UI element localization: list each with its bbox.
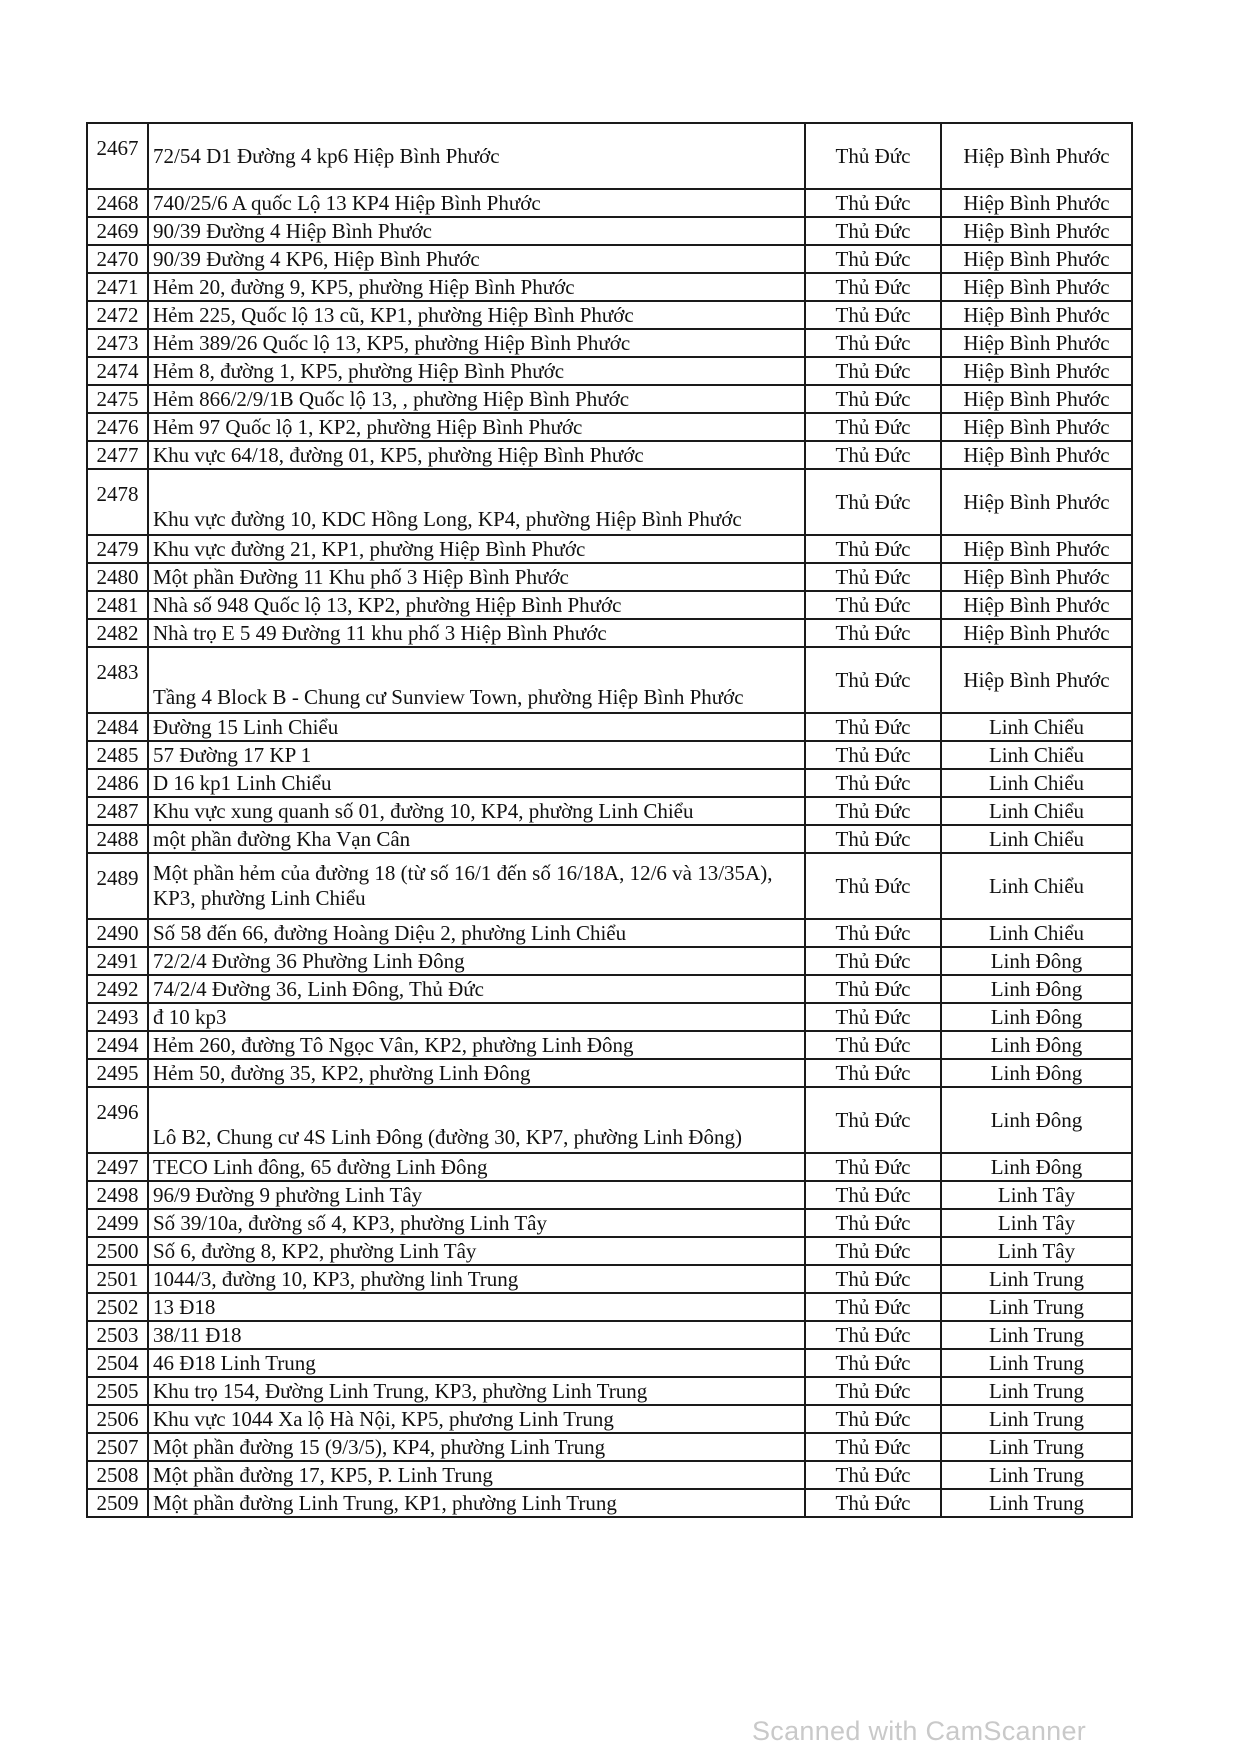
district-cell: Thủ Đức — [805, 189, 941, 217]
table-row — [87, 713, 1132, 741]
address-cell: Nhà trọ E 5 49 Đường 11 khu phố 3 Hiệp Bình Phước — [148, 619, 805, 647]
row-number: 2485 — [87, 741, 148, 769]
district-cell: Thủ Đức — [805, 619, 941, 647]
ward-cell: Linh Đông — [941, 1153, 1132, 1181]
ward-cell: Hiệp Bình Phước — [941, 441, 1132, 469]
row-number: 2503 — [87, 1321, 148, 1349]
table-row — [87, 189, 1132, 217]
ward-cell: Linh Trung — [941, 1321, 1132, 1349]
row-number: 2495 — [87, 1059, 148, 1087]
district-cell: Thủ Đức — [805, 1461, 941, 1489]
ward-cell: Hiệp Bình Phước — [941, 619, 1132, 647]
table-row — [87, 647, 1132, 713]
ward-cell: Linh Trung — [941, 1377, 1132, 1405]
table-row — [87, 1059, 1132, 1087]
address-cell: Số 6, đường 8, KP2, phường Linh Tây — [148, 1237, 805, 1265]
address-cell: Nhà số 948 Quốc lộ 13, KP2, phường Hiệp Bình Phước — [148, 591, 805, 619]
district-cell: Thủ Đức — [805, 825, 941, 853]
table-row — [87, 853, 1132, 919]
address-cell: đ 10 kp3 — [148, 1003, 805, 1031]
district-cell: Thủ Đức — [805, 1433, 941, 1461]
table-row — [87, 301, 1132, 329]
table-row — [87, 1153, 1132, 1181]
district-cell: Thủ Đức — [805, 535, 941, 563]
ward-cell: Linh Trung — [941, 1265, 1132, 1293]
row-number: 2472 — [87, 301, 148, 329]
row-number: 2497 — [87, 1153, 148, 1181]
district-cell: Thủ Đức — [805, 1087, 941, 1153]
ward-cell: Linh Đông — [941, 1031, 1132, 1059]
ward-cell: Hiệp Bình Phước — [941, 273, 1132, 301]
row-number: 2486 — [87, 769, 148, 797]
row-number: 2470 — [87, 245, 148, 273]
row-number: 2499 — [87, 1209, 148, 1237]
table-row — [87, 469, 1132, 535]
table-row — [87, 123, 1132, 189]
table-row — [87, 591, 1132, 619]
table-row — [87, 1461, 1132, 1489]
address-cell: Hẻm 20, đường 9, KP5, phường Hiệp Bình Phước — [148, 273, 805, 301]
ward-cell: Hiệp Bình Phước — [941, 189, 1132, 217]
table-body — [87, 123, 1132, 1517]
district-cell: Thủ Đức — [805, 273, 941, 301]
table-row — [87, 741, 1132, 769]
address-cell: TECO Linh đông, 65 đường Linh Đông — [148, 1153, 805, 1181]
address-cell: Hẻm 8, đường 1, KP5, phường Hiệp Bình Phước — [148, 357, 805, 385]
district-cell: Thủ Đức — [805, 797, 941, 825]
address-cell: 13 Đ18 — [148, 1293, 805, 1321]
row-number: 2474 — [87, 357, 148, 385]
address-cell: Một phần đường 17, KP5, P. Linh Trung — [148, 1461, 805, 1489]
table-row — [87, 1489, 1132, 1517]
ward-cell: Hiệp Bình Phước — [941, 535, 1132, 563]
table-row — [87, 385, 1132, 413]
row-number: 2505 — [87, 1377, 148, 1405]
ward-cell: Linh Chiểu — [941, 713, 1132, 741]
row-number: 2502 — [87, 1293, 148, 1321]
table-row — [87, 1321, 1132, 1349]
address-cell: Một phần đường Linh Trung, KP1, phường Linh Trung — [148, 1489, 805, 1517]
table-row — [87, 1237, 1132, 1265]
row-number: 2500 — [87, 1237, 148, 1265]
ward-cell: Linh Chiểu — [941, 825, 1132, 853]
ward-cell: Linh Trung — [941, 1349, 1132, 1377]
location-table — [86, 122, 1133, 1518]
row-number: 2501 — [87, 1265, 148, 1293]
ward-cell: Linh Trung — [941, 1433, 1132, 1461]
row-number: 2504 — [87, 1349, 148, 1377]
district-cell: Thủ Đức — [805, 1489, 941, 1517]
table-row — [87, 797, 1132, 825]
row-number: 2498 — [87, 1181, 148, 1209]
ward-cell: Hiệp Bình Phước — [941, 591, 1132, 619]
row-number: 2477 — [87, 441, 148, 469]
ward-cell: Hiệp Bình Phước — [941, 469, 1132, 535]
address-cell: Số 58 đến 66, đường Hoàng Diệu 2, phường Linh Chiểu — [148, 919, 805, 947]
row-number: 2473 — [87, 329, 148, 357]
table-row — [87, 619, 1132, 647]
row-number: 2467 — [87, 123, 148, 189]
address-cell: Tầng 4 Block B - Chung cư Sunview Town, phường Hiệp Bình Phước — [148, 647, 805, 713]
address-cell: Lô B2, Chung cư 4S Linh Đông (đường 30, KP7, phường Linh Đông) — [148, 1087, 805, 1153]
table-row — [87, 1003, 1132, 1031]
ward-cell: Linh Trung — [941, 1405, 1132, 1433]
district-cell: Thủ Đức — [805, 1209, 941, 1237]
ward-cell: Hiệp Bình Phước — [941, 245, 1132, 273]
district-cell: Thủ Đức — [805, 329, 941, 357]
address-cell: Số 39/10a, đường số 4, KP3, phường Linh Tây — [148, 1209, 805, 1237]
table-row — [87, 1405, 1132, 1433]
row-number: 2482 — [87, 619, 148, 647]
table-row — [87, 1349, 1132, 1377]
district-cell: Thủ Đức — [805, 1237, 941, 1265]
district-cell: Thủ Đức — [805, 1181, 941, 1209]
table-row — [87, 357, 1132, 385]
district-cell: Thủ Đức — [805, 1321, 941, 1349]
row-number: 2481 — [87, 591, 148, 619]
table-row — [87, 769, 1132, 797]
row-number: 2468 — [87, 189, 148, 217]
row-number: 2478 — [87, 469, 148, 535]
address-cell: Hẻm 866/2/9/1B Quốc lộ 13, , phường Hiệp Bình Phước — [148, 385, 805, 413]
address-cell: 96/9 Đường 9 phường Linh Tây — [148, 1181, 805, 1209]
address-cell: Một phần Đường 11 Khu phố 3 Hiệp Bình Phước — [148, 563, 805, 591]
row-number: 2489 — [87, 853, 148, 919]
ward-cell: Linh Tây — [941, 1209, 1132, 1237]
ward-cell: Linh Chiểu — [941, 919, 1132, 947]
table-row — [87, 1181, 1132, 1209]
row-number: 2490 — [87, 919, 148, 947]
row-number: 2506 — [87, 1405, 148, 1433]
district-cell: Thủ Đức — [805, 357, 941, 385]
ward-cell: Linh Tây — [941, 1237, 1132, 1265]
district-cell: Thủ Đức — [805, 741, 941, 769]
table-row — [87, 413, 1132, 441]
row-number: 2479 — [87, 535, 148, 563]
row-number: 2507 — [87, 1433, 148, 1461]
district-cell: Thủ Đức — [805, 647, 941, 713]
ward-cell: Linh Chiểu — [941, 797, 1132, 825]
district-cell: Thủ Đức — [805, 301, 941, 329]
table-row — [87, 825, 1132, 853]
table-row — [87, 1433, 1132, 1461]
address-cell: 90/39 Đường 4 Hiệp Bình Phước — [148, 217, 805, 245]
table-row — [87, 1293, 1132, 1321]
row-number: 2471 — [87, 273, 148, 301]
address-cell: 740/25/6 A quốc Lộ 13 KP4 Hiệp Bình Phước — [148, 189, 805, 217]
address-cell: một phần đường Kha Vạn Cân — [148, 825, 805, 853]
address-cell: Khu vực 64/18, đường 01, KP5, phường Hiệp Bình Phước — [148, 441, 805, 469]
address-cell: Khu trọ 154, Đường Linh Trung, KP3, phường Linh Trung — [148, 1377, 805, 1405]
row-number: 2487 — [87, 797, 148, 825]
district-cell: Thủ Đức — [805, 947, 941, 975]
ward-cell: Hiệp Bình Phước — [941, 217, 1132, 245]
district-cell: Thủ Đức — [805, 853, 941, 919]
table-row — [87, 329, 1132, 357]
address-cell: 74/2/4 Đường 36, Linh Đông, Thủ Đức — [148, 975, 805, 1003]
ward-cell: Linh Chiểu — [941, 853, 1132, 919]
district-cell: Thủ Đức — [805, 1059, 941, 1087]
row-number: 2494 — [87, 1031, 148, 1059]
table-row — [87, 947, 1132, 975]
ward-cell: Linh Tây — [941, 1181, 1132, 1209]
address-cell: Một phần đường 15 (9/3/5), KP4, phường Linh Trung — [148, 1433, 805, 1461]
ward-cell: Linh Chiểu — [941, 741, 1132, 769]
ward-cell: Linh Đông — [941, 1003, 1132, 1031]
address-cell: 90/39 Đường 4 KP6, Hiệp Bình Phước — [148, 245, 805, 273]
row-number: 2480 — [87, 563, 148, 591]
table-row — [87, 563, 1132, 591]
row-number: 2469 — [87, 217, 148, 245]
ward-cell: Hiệp Bình Phước — [941, 563, 1132, 591]
district-cell: Thủ Đức — [805, 245, 941, 273]
table-row — [87, 1031, 1132, 1059]
district-cell: Thủ Đức — [805, 123, 941, 189]
table-row — [87, 217, 1132, 245]
district-cell: Thủ Đức — [805, 441, 941, 469]
table-row — [87, 1087, 1132, 1153]
district-cell: Thủ Đức — [805, 1265, 941, 1293]
district-cell: Thủ Đức — [805, 1003, 941, 1031]
address-cell: 72/54 D1 Đường 4 kp6 Hiệp Bình Phước — [148, 123, 805, 189]
district-cell: Thủ Đức — [805, 563, 941, 591]
address-cell: Khu vực 1044 Xa lộ Hà Nội, KP5, phương Linh Trung — [148, 1405, 805, 1433]
ward-cell: Linh Đông — [941, 947, 1132, 975]
district-cell: Thủ Đức — [805, 713, 941, 741]
row-number: 2484 — [87, 713, 148, 741]
district-cell: Thủ Đức — [805, 469, 941, 535]
district-cell: Thủ Đức — [805, 1377, 941, 1405]
district-cell: Thủ Đức — [805, 385, 941, 413]
address-cell: Khu vực đường 10, KDC Hồng Long, KP4, phường Hiệp Bình Phước — [148, 469, 805, 535]
table-row — [87, 535, 1132, 563]
ward-cell: Linh Trung — [941, 1489, 1132, 1517]
ward-cell: Hiệp Bình Phước — [941, 329, 1132, 357]
ward-cell: Hiệp Bình Phước — [941, 413, 1132, 441]
row-number: 2492 — [87, 975, 148, 1003]
table-row — [87, 245, 1132, 273]
ward-cell: Linh Đông — [941, 975, 1132, 1003]
row-number: 2488 — [87, 825, 148, 853]
row-number: 2476 — [87, 413, 148, 441]
table-row — [87, 441, 1132, 469]
table-row — [87, 1209, 1132, 1237]
address-cell: Khu vực đường 21, KP1, phường Hiệp Bình Phước — [148, 535, 805, 563]
row-number: 2493 — [87, 1003, 148, 1031]
address-cell: 38/11 Đ18 — [148, 1321, 805, 1349]
ward-cell: Hiệp Bình Phước — [941, 357, 1132, 385]
ward-cell: Linh Chiểu — [941, 769, 1132, 797]
ward-cell: Linh Trung — [941, 1293, 1132, 1321]
table-row — [87, 273, 1132, 301]
address-cell: Hẻm 260, đường Tô Ngọc Vân, KP2, phường Linh Đông — [148, 1031, 805, 1059]
district-cell: Thủ Đức — [805, 1293, 941, 1321]
address-cell: Khu vực xung quanh số 01, đường 10, KP4, phường Linh Chiểu — [148, 797, 805, 825]
row-number: 2491 — [87, 947, 148, 975]
address-cell: 57 Đường 17 KP 1 — [148, 741, 805, 769]
district-cell: Thủ Đức — [805, 1349, 941, 1377]
address-cell: Đường 15 Linh Chiểu — [148, 713, 805, 741]
address-cell: Hẻm 225, Quốc lộ 13 cũ, KP1, phường Hiệp Bình Phước — [148, 301, 805, 329]
district-cell: Thủ Đức — [805, 217, 941, 245]
table-row — [87, 1265, 1132, 1293]
row-number: 2508 — [87, 1461, 148, 1489]
table-row — [87, 919, 1132, 947]
table-row — [87, 1377, 1132, 1405]
ward-cell: Linh Đông — [941, 1087, 1132, 1153]
address-cell: Một phần hẻm của đường 18 (từ số 16/1 đến số 16/18A, 12/6 và 13/35A), KP3, phường Linh Chiểu — [148, 853, 805, 919]
district-cell: Thủ Đức — [805, 1153, 941, 1181]
address-cell: Hẻm 50, đường 35, KP2, phường Linh Đông — [148, 1059, 805, 1087]
address-cell: D 16 kp1 Linh Chiểu — [148, 769, 805, 797]
ward-cell: Linh Đông — [941, 1059, 1132, 1087]
ward-cell: Hiệp Bình Phước — [941, 647, 1132, 713]
row-number: 2483 — [87, 647, 148, 713]
district-cell: Thủ Đức — [805, 1031, 941, 1059]
camscanner-watermark: Scanned with CamScanner — [752, 1716, 1087, 1746]
district-cell: Thủ Đức — [805, 413, 941, 441]
district-cell: Thủ Đức — [805, 975, 941, 1003]
district-cell: Thủ Đức — [805, 591, 941, 619]
district-cell: Thủ Đức — [805, 1405, 941, 1433]
ward-cell: Hiệp Bình Phước — [941, 385, 1132, 413]
ward-cell: Hiệp Bình Phước — [941, 123, 1132, 189]
ward-cell: Linh Trung — [941, 1461, 1132, 1489]
address-cell: Hẻm 389/26 Quốc lộ 13, KP5, phường Hiệp Bình Phước — [148, 329, 805, 357]
district-cell: Thủ Đức — [805, 919, 941, 947]
table-row — [87, 975, 1132, 1003]
row-number: 2475 — [87, 385, 148, 413]
ward-cell: Hiệp Bình Phước — [941, 301, 1132, 329]
address-cell: Hẻm 97 Quốc lộ 1, KP2, phường Hiệp Bình Phước — [148, 413, 805, 441]
row-number: 2509 — [87, 1489, 148, 1517]
address-cell: 46 Đ18 Linh Trung — [148, 1349, 805, 1377]
address-cell: 72/2/4 Đường 36 Phường Linh Đông — [148, 947, 805, 975]
address-cell: 1044/3, đường 10, KP3, phường linh Trung — [148, 1265, 805, 1293]
district-cell: Thủ Đức — [805, 769, 941, 797]
row-number: 2496 — [87, 1087, 148, 1153]
